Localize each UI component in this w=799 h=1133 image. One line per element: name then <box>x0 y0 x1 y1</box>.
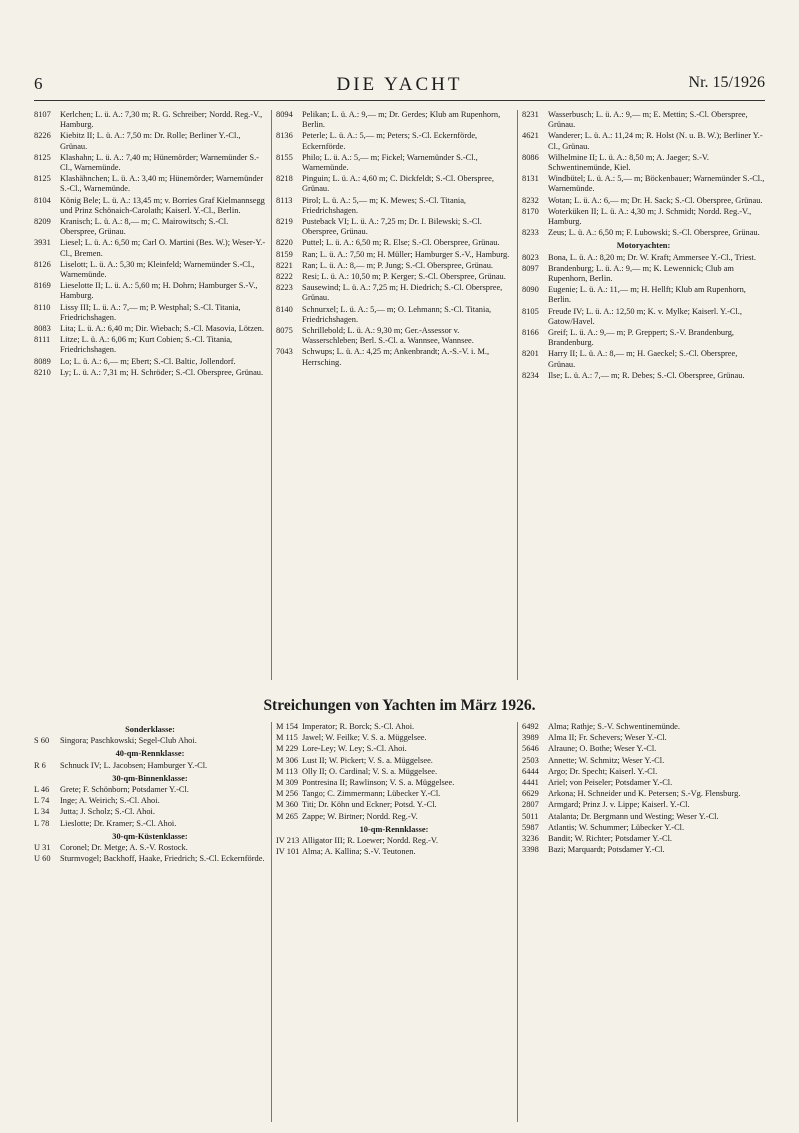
entry-number: 8086 <box>522 152 539 162</box>
class-subhead: 40-qm-Rennklasse: <box>115 749 185 759</box>
entry-text: Schwups; L. ü. A.: 4,25 m; Ankenbrandt; A.-S.-V. i. M., Herrsching. <box>302 347 490 367</box>
entry-number: IV 101 <box>276 847 300 857</box>
yacht-entry <box>34 174 266 194</box>
yacht-entry <box>522 285 765 305</box>
entry-number: 5987 <box>522 822 539 832</box>
yacht-entry <box>276 733 512 743</box>
yacht-entry <box>34 736 266 746</box>
entry-text: Arkona; H. Schneider und K. Petersen; S.-Vg. Flensburg. <box>548 789 741 799</box>
yacht-entry <box>34 281 266 301</box>
entry-number: 8226 <box>34 131 51 141</box>
entry-number: M 360 <box>276 800 299 810</box>
yacht-entry <box>276 778 512 788</box>
entry-text: Jutta; J. Scholz; S.-Cl. Ahoi. <box>60 807 155 817</box>
entry-text: Tango; C. Zimmermann; Lübecker Y.-Cl. <box>302 789 441 799</box>
yacht-entry <box>34 110 266 130</box>
yacht-entry <box>34 761 266 771</box>
yacht-entry <box>276 110 512 130</box>
entry-text: Sausewind; L. ü. A.: 7,25 m; H. Diedrich; S.-Cl. Oberspree, Grünau. <box>302 283 503 303</box>
yacht-entry <box>34 796 266 806</box>
entry-number: 8136 <box>276 131 293 141</box>
entry-number: IV 213 <box>276 836 300 846</box>
entry-number: 3989 <box>522 733 539 743</box>
entry-text: Olly II; O. Cardinal; V. S. a. Müggelsee. <box>302 766 438 776</box>
entry-text: Kiebitz II; L. ü. A.: 7,50 m: Dr. Rolle; Berliner Y.-Cl., Grünau. <box>60 131 241 151</box>
yacht-entry <box>276 800 512 810</box>
entry-text: Greif; L. ü. A.: 9,— m; P. Greppert; S.-V. Brandenburg, Brandenburg. <box>548 328 735 348</box>
yacht-entry <box>276 272 512 282</box>
entry-text: Lieslotte; Dr. Kramer; S.-Cl. Ahoi. <box>60 818 177 828</box>
entry-text: Lo; L. ü. A.: 6,— m; Ebert; S.-Cl. Baltic, Jollendorf. <box>60 356 236 366</box>
yacht-entry <box>34 260 266 280</box>
yacht-entry <box>276 756 512 766</box>
entry-text: Freude IV; L. ü. A.: 12,50 m; K. v. Mylke; Kaiserl. Y.-Cl., Gatow/Havel. <box>548 306 742 326</box>
header-rule <box>34 100 765 101</box>
entry-number: 8125 <box>34 174 51 184</box>
entry-text: Bandit; W. Richter; Potsdamer Y.-Cl. <box>548 834 672 844</box>
entry-number: 8023 <box>522 252 539 262</box>
upper-column-2 <box>276 110 512 680</box>
yacht-entry <box>276 238 512 248</box>
lower-column-1 <box>34 722 266 1122</box>
entry-text: Pelikan; L. ü. A.: 9,— m; Dr. Gerdes; Klub am Rupenhorn, Berlin. <box>302 110 501 130</box>
yacht-entry <box>276 722 512 732</box>
yacht-entry <box>522 834 765 844</box>
yacht-entry <box>34 368 266 378</box>
entry-number: L 34 <box>34 807 50 817</box>
yacht-entry <box>522 733 765 743</box>
entry-number: 8090 <box>522 285 539 295</box>
yacht-entry <box>34 357 266 367</box>
entry-number: M 256 <box>276 789 299 799</box>
entry-text: Ran; L. ü. A.: 7,50 m; H. Müller; Hamburger S.-V., Hamburg. <box>302 249 510 259</box>
yacht-entry <box>522 207 765 227</box>
entry-number: 8169 <box>34 281 51 291</box>
entry-text: Pirol; L. ü. A.: 5,— m; K. Mewes; S.-Cl. Titania, Friedrichshagen. <box>302 195 467 215</box>
entry-number: 8094 <box>276 110 293 119</box>
entry-text: Bazi; Marquardt; Potsdamer Y.-Cl. <box>548 845 665 855</box>
yacht-entry <box>34 217 266 237</box>
entry-number: 8170 <box>522 206 539 216</box>
entry-number: U 60 <box>34 854 51 864</box>
entry-text: Eugenie; L. ü. A.: 11,— m; H. Hellft; Klub am Rupenhorn, Berlin. <box>548 285 746 305</box>
motoryachten-subhead: Motoryachten: <box>616 241 671 251</box>
entry-number: M 309 <box>276 778 299 788</box>
entry-text: Pontresina II; Rawlinson; V. S. a. Müggelsee. <box>302 778 455 788</box>
entry-text: Lore-Ley; W. Ley; S.-Cl. Ahoi. <box>302 744 407 754</box>
entry-text: Armgard; Prinz J. v. Lippe; Kaiserl. Y.-Cl. <box>548 800 690 810</box>
entry-text: Alma; A. Kallina; S.-V. Teutonen. <box>302 847 416 857</box>
entry-number: 7043 <box>276 347 293 357</box>
yacht-entry <box>276 174 512 194</box>
yacht-entry <box>522 264 765 284</box>
class-subhead: 30-qm-Binnenklasse: <box>112 773 188 783</box>
entry-text: Ly; L. ü. A.: 7,31 m; H. Schröder; S.-Cl. Oberspree, Grünau. <box>60 367 264 377</box>
entry-text: Pusteback VI; L. ü. A.: 7,25 m; Dr. I. Bilewski; S.-Cl. Oberspree, Grünau. <box>302 217 482 237</box>
entry-text: Alma II; Fr. Schevers; Weser Y.-Cl. <box>548 733 667 743</box>
yacht-entry <box>276 836 512 846</box>
entry-number: 8218 <box>276 174 293 184</box>
entry-number: S 60 <box>34 736 50 746</box>
yacht-entry <box>522 789 765 799</box>
entry-number: 3398 <box>522 845 539 855</box>
entry-number: U 31 <box>34 843 51 853</box>
yacht-entry <box>276 153 512 173</box>
yacht-entry <box>34 854 266 864</box>
entry-text: Alma; Rathje; S.-V. Schwentinemünde. <box>548 722 680 731</box>
entry-number: L 46 <box>34 785 50 795</box>
entry-text: Zappe; W. Birtner; Nordd. Reg.-V. <box>302 811 418 821</box>
yacht-entry <box>276 217 512 237</box>
entry-text: Ran; L. ü. A.: 8,— m; P. Jung; S.-Cl. Oberspree, Grünau. <box>302 260 493 270</box>
class-subhead: 30-qm-Küstenklasse: <box>112 831 188 841</box>
entry-text: Schnurxel; L. ü. A.: 5,— m; O. Lehmann; S.-Cl. Titania, Friedrichshagen. <box>302 304 492 324</box>
entry-text: Kranisch; L. ü. A.: 8,— m; C. Mairowitsch; S.-Cl. Oberspree, Grünau. <box>60 217 229 237</box>
yacht-entry <box>276 812 512 822</box>
entry-number: 8231 <box>522 110 539 119</box>
yacht-entry <box>276 283 512 303</box>
entry-number: 6492 <box>522 722 539 731</box>
entry-number: 3931 <box>34 238 51 248</box>
yacht-entry <box>522 778 765 788</box>
entry-text: Annette; W. Schmitz; Weser Y.-Cl. <box>548 755 665 765</box>
entry-text: Bona, L. ü. A.: 8,20 m; Dr. W. Kraft; Ammersee Y.-Cl., Triest. <box>548 252 756 262</box>
entry-number: 8131 <box>522 174 539 184</box>
entry-text: Atlantis; W. Schummer; Lübecker Y.-Cl. <box>548 822 685 832</box>
entry-number: 8155 <box>276 152 293 162</box>
column-divider <box>517 110 518 680</box>
yacht-entry <box>276 347 512 367</box>
entry-number: 2807 <box>522 800 539 810</box>
yacht-entry <box>34 335 266 355</box>
entry-number: M 115 <box>276 733 298 743</box>
column-divider <box>517 722 518 1122</box>
entry-text: Singora; Paschkowski; Segel-Club Ahoi. <box>60 736 197 746</box>
yacht-entry <box>522 174 765 194</box>
entry-text: Lissy III; L. ü. A.: 7,— m; P. Westphal; S.-Cl. Titania, Friedrichshagen. <box>60 302 241 322</box>
entry-number: R 6 <box>34 760 46 770</box>
entry-text: Ilse; L. ü. A.: 7,— m; R. Debes; S.-Cl. Oberspree, Grünau. <box>548 370 745 380</box>
yacht-entry <box>522 110 765 130</box>
yacht-entry <box>276 847 512 857</box>
entry-text: Peterle; L. ü. A.: 5,— m; Peters; S.-Cl. Eckernförde, Eckernförde. <box>302 131 478 151</box>
entry-number: L 74 <box>34 796 50 806</box>
entry-text: Resi; L. ü. A.: 10,50 m; P. Kerger; S.-Cl. Oberspree, Grünau. <box>302 272 506 282</box>
entry-text: Puttel; L. ü. A.: 6,50 m; R. Else; S.-Cl. Oberspree, Grünau. <box>302 238 500 248</box>
entry-text: Atalanta; Dr. Bergmann und Westing; Weser Y.-Cl. <box>548 811 719 821</box>
entry-text: Liesel; L. ü. A.: 6,50 m; Carl O. Martini (Bes. W.); Weser-Y.-Cl., Bremen. <box>60 238 266 258</box>
entry-text: Alligator III; R. Loewer; Nordd. Reg.-V. <box>302 836 438 846</box>
yacht-entry <box>34 819 266 829</box>
yacht-entry <box>276 767 512 777</box>
yacht-entry <box>276 789 512 799</box>
yacht-entry <box>522 823 765 833</box>
yacht-entry <box>34 238 266 258</box>
class-subhead: 10-qm-Rennklasse: <box>359 824 429 834</box>
entry-number: L 78 <box>34 818 50 828</box>
yacht-entry <box>276 131 512 151</box>
entry-number: 5646 <box>522 744 539 754</box>
entry-text: Alraune; O. Bothe; Weser Y.-Cl. <box>548 744 657 754</box>
entry-number: 8159 <box>276 249 293 259</box>
yacht-entry <box>522 371 765 381</box>
entry-text: Pinguin; L. ü. A.: 4,60 m; C. Dickfeldt; S.-Cl. Oberspree, Grünau. <box>302 174 494 194</box>
yacht-entry <box>522 131 765 151</box>
yacht-entry <box>522 307 765 327</box>
yacht-entry <box>522 349 765 369</box>
entry-text: Argo; Dr. Specht; Kaiserl. Y.-Cl. <box>548 766 658 776</box>
entry-number: 8201 <box>522 349 539 359</box>
entry-text: Windbütel; L. ü. A.: 5,— m; Böckenbauer; Warnemünder S.-Cl., Warnemünde. <box>548 174 765 194</box>
yacht-entry <box>522 328 765 348</box>
entry-number: 4621 <box>522 131 539 141</box>
entry-number: 8083 <box>34 324 51 334</box>
entry-number: 8166 <box>522 328 539 338</box>
column-divider <box>271 722 272 1122</box>
entry-text: Litze; L. ü. A.: 6,06 m; Kurt Cobien; S.-Cl. Titania, Friedrichshagen. <box>60 335 233 355</box>
entry-number: 8110 <box>34 302 51 312</box>
entry-text: Wilhelmine II; L. ü. A.: 8,50 m; A. Jaeger; S.-V. Schwentinemünde, Kiel. <box>548 152 709 173</box>
yacht-entry <box>34 785 266 795</box>
entry-text: Liselott; L. ü. A.: 5,30 m; Kleinfeld; Warnemünder S.-Cl., Warnemünde. <box>60 259 255 280</box>
entry-text: Zeus; L. ü. A.: 6,50 m; F. Lubowski; S.-Cl. Oberspree, Grünau. <box>548 228 760 238</box>
entry-number: 8125 <box>34 152 51 162</box>
yacht-entry <box>34 153 266 173</box>
entry-number: 8113 <box>276 195 293 205</box>
yacht-entry <box>522 153 765 173</box>
entry-text: Lita; L. ü. A.: 6,40 m; Dir. Wiebach; S.-Cl. Masovia, Lötzen. <box>60 324 264 334</box>
yacht-entry <box>522 228 765 238</box>
entry-number: 8223 <box>276 283 293 293</box>
yacht-entry <box>34 303 266 323</box>
lower-column-2 <box>276 722 512 1122</box>
entry-number: 8232 <box>522 195 539 205</box>
yacht-entry <box>522 767 765 777</box>
page-number: 6 <box>34 74 43 93</box>
entry-number: 8234 <box>522 370 539 380</box>
yacht-entry <box>522 800 765 810</box>
entry-text: Kerlchen; L. ü. A.: 7,30 m; R. G. Schreiber; Nordd. Reg.-V., Hamburg. <box>60 110 263 130</box>
entry-text: Ariel; von Peiseler; Potsdamer Y.-Cl. <box>548 778 673 788</box>
entry-number: 8222 <box>276 272 293 282</box>
entry-text: Woterküken II; L. ü. A.: 4,30 m; J. Schmidt; Nordd. Reg.-V., Hamburg. <box>548 206 752 227</box>
yacht-entry <box>522 722 765 732</box>
yacht-entry <box>276 261 512 271</box>
lower-column-3 <box>522 722 765 1122</box>
yacht-entry <box>276 305 512 325</box>
yacht-entry <box>522 196 765 206</box>
entry-text: Inge; A. Weirich; S.-Cl. Ahoi. <box>60 796 160 806</box>
entry-number: 8219 <box>276 217 293 227</box>
yacht-entry <box>522 756 765 766</box>
entry-text: König Bele; L. ü. A.: 13,45 m; v. Borries Graf Kielmannsegg und Prinz Schönaich-Carolath; Kaiserl. Y.-Cl., Berlin. <box>60 195 265 215</box>
section-title: Streichungen von Yachten im März 1926. <box>263 697 536 714</box>
entry-number: M 154 <box>276 722 299 731</box>
yacht-entry <box>522 744 765 754</box>
running-title: DIE YACHT <box>336 74 463 95</box>
entry-text: Sturmvogel; Backhoff, Haake, Friedrich; S.-Cl. Eckernförde. <box>60 854 265 864</box>
entry-text: Imperator; R. Borck; S.-Cl. Ahoi. <box>302 722 415 731</box>
yacht-entry <box>34 196 266 216</box>
entry-text: Grete; F. Schönborn; Potsdamer Y.-Cl. <box>60 785 189 795</box>
entry-number: 6444 <box>522 766 539 776</box>
entry-text: Brandenburg; L. ü. A.: 9,— m; K. Lewennick; Club am Rupenhorn, Berlin. <box>548 263 734 284</box>
entry-number: 4441 <box>522 778 539 788</box>
upper-column-1 <box>34 110 266 680</box>
entry-number: M 265 <box>276 811 299 821</box>
entry-text: Lieselotte II; L. ü. A.: 5,60 m; H. Dohrn; Hamburger S.-V., Hamburg. <box>60 281 258 301</box>
page-header <box>34 74 765 100</box>
yacht-entry <box>276 250 512 260</box>
entry-number: 8210 <box>34 367 51 377</box>
entry-number: M 306 <box>276 755 299 765</box>
entry-text: Lust II; W. Pickert; V. S. a. Müggelsee. <box>302 755 433 765</box>
class-subhead: Sonderklasse: <box>125 725 175 734</box>
entry-number: 8221 <box>276 260 293 270</box>
entry-number: 3236 <box>522 834 539 844</box>
entry-text: Philo; L. ü. A.: 5,— m; Fickel; Warnemünder S.-Cl., Warnemünde. <box>302 152 478 173</box>
entry-number: 8209 <box>34 217 51 227</box>
yacht-entry <box>522 253 765 263</box>
entry-text: Jawel; W. Feilke; V. S. a. Müggelsee. <box>302 733 427 743</box>
entry-text: Harry II; L. ü. A.: 8,— m; H. Gaeckel; S.-Cl. Oberspree, Grünau. <box>548 349 738 369</box>
yacht-entry <box>276 744 512 754</box>
entry-text: Schnuck IV; L. Jacobsen; Hamburger Y.-Cl. <box>60 760 208 770</box>
entry-number: 5011 <box>522 811 539 821</box>
yacht-entry <box>34 131 266 151</box>
entry-number: 8104 <box>34 195 51 205</box>
entry-number: 8107 <box>34 110 51 119</box>
entry-number: M 229 <box>276 744 299 754</box>
yacht-entry <box>522 812 765 822</box>
entry-number: 8105 <box>522 306 539 316</box>
entry-number: 8233 <box>522 228 539 238</box>
entry-number: 8075 <box>276 326 293 336</box>
entry-text: Wasserbusch; L. ü. A.: 9,— m; E. Mettin; S.-Cl. Oberspree, Grünau. <box>548 110 748 130</box>
yacht-entry <box>34 843 266 853</box>
yacht-entry <box>276 196 512 216</box>
entry-number: M 113 <box>276 766 298 776</box>
yacht-entry <box>522 845 765 855</box>
issue-number: Nr. 15/1926 <box>688 74 765 91</box>
entry-number: 8097 <box>522 263 539 273</box>
entry-text: Schrillebold; L. ü. A.: 9,30 m; Ger.-Assessor v. Wasserschleben; Berl. S.-Cl. a. Wannsee, Wannsee. <box>302 326 474 346</box>
entry-text: Klashahn; L. ü. A.: 7,40 m; Hünemörder; Warnemünder S.-Cl., Warnemünde. <box>60 152 259 173</box>
entry-number: 8140 <box>276 304 293 314</box>
entry-number: 8089 <box>34 356 51 366</box>
entry-text: Titi; Dr. Köhn und Eckner; Potsd. Y.-Cl. <box>302 800 437 810</box>
yacht-entry <box>34 807 266 817</box>
entry-number: 6629 <box>522 789 539 799</box>
entry-number: 8220 <box>276 238 293 248</box>
upper-column-3 <box>522 110 765 680</box>
entry-number: 8111 <box>34 335 51 345</box>
entry-number: 8126 <box>34 259 51 269</box>
entry-number: 2503 <box>522 755 539 765</box>
entry-text: Wanderer; L. ü. A.: 11,24 m; R. Holst (N. u. B. W.); Berliner Y.-Cl., Grünau. <box>548 131 763 151</box>
entry-text: Wotan; L. ü. A.: 6,— m; Dr. H. Sack; S.-Cl. Oberspree, Grünau. <box>548 195 763 205</box>
entry-text: Klashähnchen; L. ü. A.: 3,40 m; Hünemörder; Warnemünder S.-Cl., Warnemünde. <box>60 174 264 194</box>
column-divider <box>271 110 272 680</box>
yacht-entry <box>34 324 266 334</box>
entry-text: Coronel; Dr. Metge; A. S.-V. Rostock. <box>60 843 188 853</box>
yacht-entry <box>276 326 512 346</box>
